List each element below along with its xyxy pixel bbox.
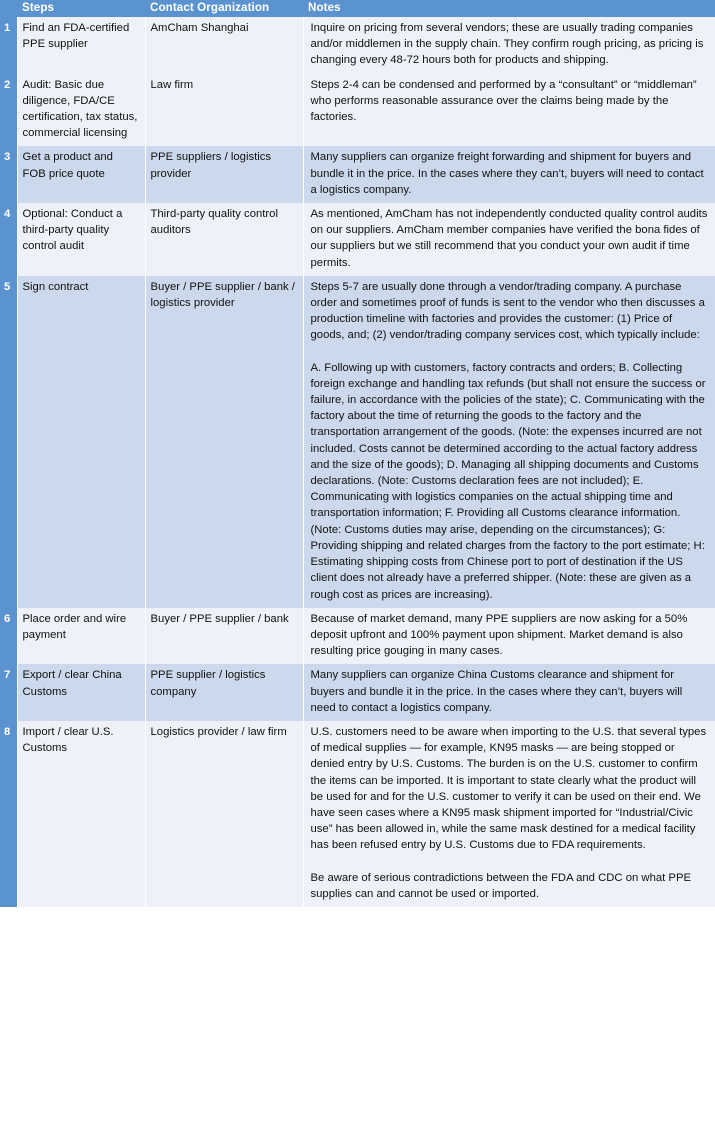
row-organization: Buyer / PPE supplier / bank <box>145 608 303 665</box>
row-organization: AmCham Shanghai <box>145 17 303 74</box>
row-notes <box>303 721 715 907</box>
table-header <box>0 0 715 17</box>
row-notes <box>303 608 715 665</box>
row-organization: PPE supplier / logistics company <box>145 664 303 721</box>
row-step: Export / clear China Customs <box>17 664 145 721</box>
notes-paragraph: Inquire on pricing from several vendors; these are usually trading companies and/or middlemen in the supply chain. They confirm rough pricing, as pricing is changing every 48-72 hours both for products and shipping. <box>310 22 704 67</box>
row-notes <box>303 664 715 721</box>
row-number: 5 <box>0 276 17 608</box>
row-organization: PPE suppliers / logistics provider <box>145 146 303 203</box>
row-notes <box>303 146 715 203</box>
row-step: Place order and wire payment <box>17 608 145 665</box>
column-header-notes: Notes <box>303 0 715 17</box>
header-row <box>0 0 715 17</box>
column-header-organization: Contact Organization <box>145 0 303 17</box>
notes-paragraph: Steps 5-7 are usually done through a vendor/trading company. A purchase order and sometimes proof of funds is sent to the vendor who then discusses a production timeline with factories and provides the customer: (1) Price of goods, and; (2) vendor/trading company services cost, which typically include: <box>310 280 705 342</box>
row-step: Sign contract <box>17 276 145 608</box>
row-number: 3 <box>0 146 17 203</box>
row-step: Optional: Conduct a third-party quality control audit <box>17 203 145 276</box>
row-notes <box>303 203 715 276</box>
column-header-number <box>0 0 17 17</box>
column-header-steps: Steps <box>17 0 145 17</box>
table-row <box>0 74 715 147</box>
notes-paragraph: Steps 2-4 can be condensed and performed by a “consultant” or “middleman” who performs reasonable assurance over the claims being made by the factories. <box>310 78 697 124</box>
table-row <box>0 276 715 608</box>
row-number: 8 <box>0 721 17 907</box>
row-organization: Logistics provider / law firm <box>145 721 303 907</box>
notes-paragraph: As mentioned, AmCham has not independently conducted quality control audits on our suppliers. AmCham member companies have verified the bona fides of our suppliers but we still recommend that you conduct your own audit if time permits. <box>310 208 708 269</box>
row-number: 1 <box>0 17 17 74</box>
row-notes <box>303 276 715 608</box>
row-notes <box>303 74 715 147</box>
row-organization: Buyer / PPE supplier / bank / logistics provider <box>145 276 303 608</box>
row-number: 4 <box>0 203 17 276</box>
table-row <box>0 721 715 907</box>
row-number: 7 <box>0 664 17 721</box>
notes-paragraph: Be aware of serious contradictions between the FDA and CDC on what PPE supplies can and cannot be used or imported. <box>310 871 692 900</box>
notes-paragraph: Many suppliers can organize freight forwarding and shipment for buyers and bundle it in the price. In the cases where they can’t, buyers will need to contact a logistics company. <box>310 151 704 196</box>
table-row <box>0 17 715 74</box>
notes-paragraph: U.S. customers need to be aware when importing to the U.S. that several types of medical supplies — for example, KN95 masks — are being stopped or denied entry by U.S. Customs. The burden is on the U.S. customer to confirm the items can be imported. It is important to state clearly what the product will be used for and for the U.S. customer to verify it can be used on their end. We have seen cases where a KN95 mask shipment imported for “Industrial/Civic use” has been allowed in, while the same mask destined for a medical facility has been refused entry by U.S. Customs due to FDA requirements. <box>310 725 707 852</box>
row-organization: Third-party quality control auditors <box>145 203 303 276</box>
row-step: Audit: Basic due diligence, FDA/CE certification, tax status, commercial licensing <box>17 74 145 147</box>
table-row <box>0 664 715 721</box>
row-notes <box>303 17 715 74</box>
notes-paragraph: A. Following up with customers, factory contracts and orders; B. Collecting foreign exchange and handling tax refunds (but shall not ensure the success or failure, in accordance with the policies of the state); C. Communicating with the factory about the time of returning the goods to the factory and the transportation arrangement of the goods. (Note: the expenses incurred are not included. Costs cannot be determined according to the actual factory address and the size of the goods); D. Managing all shipping documents and Customs declarations. (Note: Customs declaration fees are not included); E. Communicating with logistics companies on the actual shipping time and transportation information; F. Providing all Customs clearance information. (Note: Customs duties may arise, depending on the circumstances); G: Providing shipping and related charges from the factory to the port estimate; H: Estimating shipping costs from Chinese port to port of destination if the US client does not already have a preferred shipper. (Note: these are given as a rough cost as prices are increasing). <box>310 361 706 601</box>
row-number: 2 <box>0 74 17 147</box>
table-row <box>0 146 715 203</box>
row-organization: Law firm <box>145 74 303 147</box>
table-row <box>0 203 715 276</box>
notes-paragraph: Many suppliers can organize China Customs clearance and shipment for buyers and bundle it in the price. In the cases where they can’t, buyers will need to contact a logistics company. <box>310 669 683 714</box>
table-body <box>0 17 715 907</box>
row-number: 6 <box>0 608 17 665</box>
row-step: Find an FDA-certified PPE supplier <box>17 17 145 74</box>
table-row <box>0 608 715 665</box>
notes-paragraph: Because of market demand, many PPE suppliers are now asking for a 50% deposit upfront and 100% payment upon shipment. Market demand is also resulting price gouging in many cases. <box>310 612 688 658</box>
row-step: Get a product and FOB price quote <box>17 146 145 203</box>
row-step: Import / clear U.S. Customs <box>17 721 145 907</box>
